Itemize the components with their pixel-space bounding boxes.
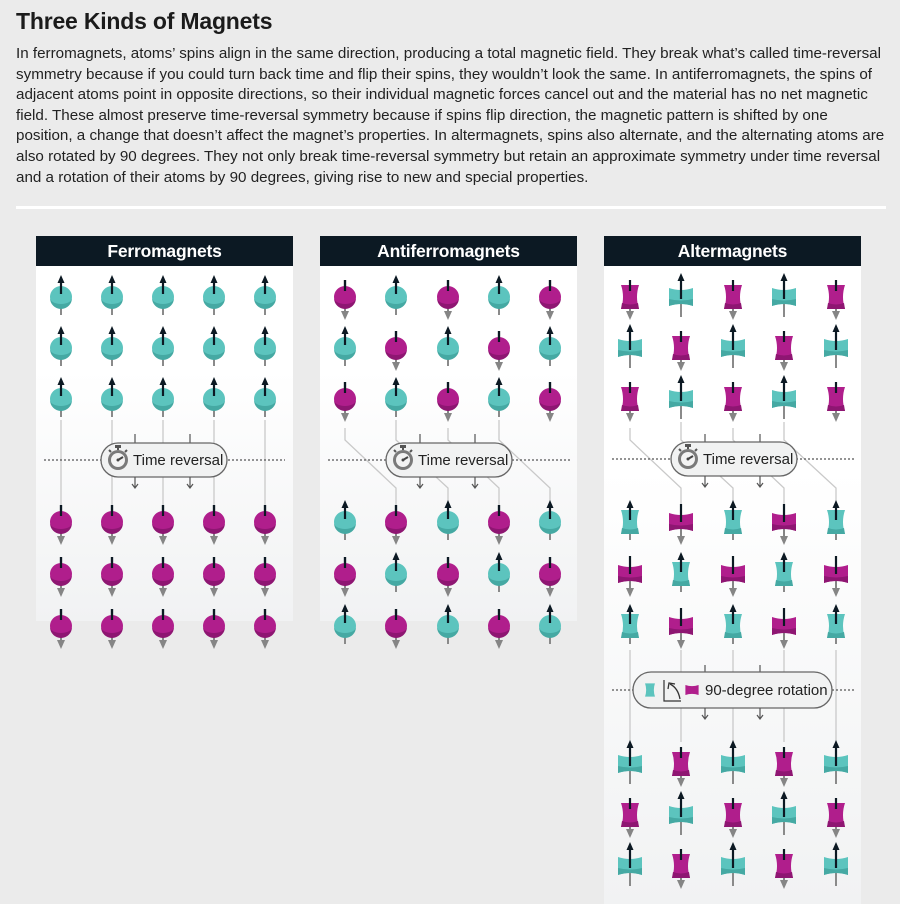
ferro-before-rows (50, 275, 276, 417)
antiferro-after-rows (334, 500, 561, 649)
panel-title: Antiferromagnets (320, 236, 577, 266)
svg-text:Time reversal: Time reversal (418, 452, 509, 469)
alter-time-reversal-pill (671, 434, 797, 487)
intro-paragraph: In ferromagnets, atoms’ spins align in the same direction, producing a total magnetic field. They break what’s called time-reversal symmetry because if you could turn back time and flip their spins, they wouldn’t look the same. In antiferromagnets, the spins of adjacent atoms point in opposite directions, so their individual magnetic forces cancel out and the material has no net magnetic field. These almost preserve time-reversal symmetry because if spins flip direction, the magnetic pattern is shifted by one position, a change that doesn’t affect the magnet’s properties. In altermagnets, spins also alternate, and the alternating atoms are also rotated by 90 degrees. They not only break time-reversal symmetry but retain an approximate symmetry under time reversal and a rotation of their atoms by 90 degrees, giving rise to new and special properties. (16, 45, 885, 186)
ferro-after-rows (50, 505, 276, 649)
antiferro-before-rows (334, 275, 561, 422)
ferro-time-reversal-pill (101, 434, 227, 488)
alter-after-rotation-rows (618, 740, 848, 889)
alter-after-time-reversal-rows (618, 500, 848, 649)
panel-title: Ferromagnets (36, 236, 293, 266)
antiferro-time-reversal-pill (386, 434, 512, 488)
rotation-label: 90-degree rotation (705, 682, 828, 699)
alter-before-rows (618, 273, 848, 422)
page-title: Three Kinds of Magnets (16, 8, 273, 34)
svg-text:Time reversal: Time reversal (703, 451, 794, 468)
time-reversal-label: Time reversal (133, 452, 224, 469)
panel-title: Altermagnets (604, 236, 861, 266)
